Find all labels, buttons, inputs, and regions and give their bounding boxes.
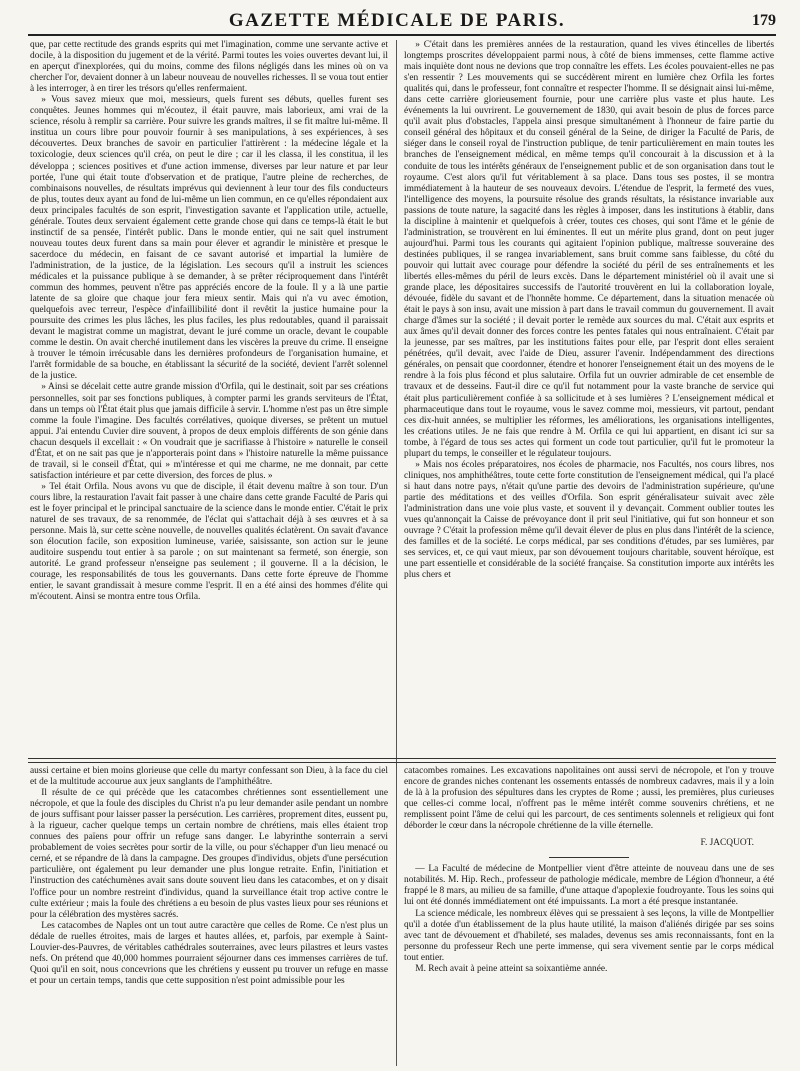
column-divider (396, 40, 397, 1066)
page-number: 179 (752, 12, 776, 29)
paragraph: » Ainsi se décelait cette autre grande mission d'Orfila, qui le destinait, soit par ses créations personnelles, soit par ses fonctions publiques, à compter parmi les grands serviteurs de l'État, dans un temps où l'État était plus que jamais difficile à servir. L'homme n'est pas un être simple comme la foule l'imagine. Des facultés corrélatives, quoique diverses, se prêtent un mutuel appui. J'ai entendu Cuvier dire souvent, à propos de deux emplois différents de son génie dans chacun desquels il excellait : « On voudrait que je sacrifiasse à l'histoire » naturelle le conseil d'État, et on ne sait pas que je n'apporterais point dans » l'histoire naturelle la même puissance de travail, si le conseil d'État, qui » m'intéresse et qui me charme, ne me donnait, par cette satisfaction intérieure et par cette diversion, des forces de plus. » (30, 382, 388, 481)
article-separator (549, 857, 629, 858)
paragraph: » Tel était Orfila. Nous avons vu que de disciple, il était devenu maître à son tour. D'un cours libre, la restauration l'avait fait passer à une chaire dans cette grande Faculté de Paris qui est le foyer principal et le principal sanctuaire de la science dans le monde entier. C'était le prix naturel de ses travaux, de sa renommée, de l'éclat qui s'attachait déjà à ses œuvres et à sa personne. Mais là, sur cette scène nouvelle, de nouvelles qualités éclatèrent. On savait d'avance son élocution facile, son exposition lumineuse, variée, saisissante, son action sur le jeune auditoire suspendu tout entier à sa parole ; on sut maintenant sa fermeté, son énergie, son autorité. Le grand professeur n'enseigne pas seulement ; il gouverne. Il a la décision, le courage, les responsabilités de tous les gouvernants. Dans cette forte épreuve de l'homme entier, le savant grandissait à mesure comme l'esprit. Il en a été ainsi des hommes d'élite qui m'écoutent. Ainsi se montra entre tous Orfila. (30, 481, 388, 603)
column-bottom-right (404, 766, 774, 1066)
news-item: M. Rech avait à peine atteint sa soixantième année. (415, 963, 608, 974)
news-item: — La Faculté de médecine de Montpellier vient d'être atteinte de nouveau dans une de ses notabilités. M. Hip. Rech., professeur de pathologie médicale, membre de Légion d'honneur, a été frappé le 8 mars, au milieu de sa famille, d'une attaque d'apoplexie foudroyante. Tous les soins qui lui ont été donnés immédiatement ont été impuissants. La mort a été presque instantanée. (404, 864, 774, 908)
paragraph: » C'était dans les premières années de la restauration, quand les vives étincelles de libertés longtemps proscrites développaient parmi nous, à côté de biens immenses, cette flamme active mais inquiète dont nous ne devions que trop connaître les effets. Les écoles pouvaient-elles ne pas s'en ressentir ? Les mouvements qui se succédèrent mirent en lumière chez Orfila les fortes qualités qui, dans le professeur, font connaître et respecter l'homme. Il se désignait ainsi lui-même, dans cette carrière glorieusement fournie, pour une carrière plus vaste et plus haute. Les événements la lui ouvrirent. Le gouvernement de 1830, qui avait besoin de plus de forces parce qu'il avait plus d'obstacles, l'appela ainsi presque simultanément à l'honneur de faire partie du conseil général des hôpitaux et du conseil général de la Seine, de diriger la Faculté de Paris, de siéger dans le conseil royal de l'instruction publique, de tenir particulièrement en main toutes les branches de l'enseignement médical, en même temps qu'il concourait à la discussion et à la conduite de tous les intérêts généraux de l'enseignement public et de son organisation dans tout le royaume. C'est alors qu'il fut véritablement à sa place. Dans tous ses postes, il se montra immédiatement à la hauteur de ses nouveaux devoirs. L'étendue de l'esprit, la fermeté des vues, l'intelligence des moyens, la poursuite résolue des grands résultats, la résistance invariable aux passions de toute nature, la sagacité dans les règles à imposer, dans les institutions à établir, dans la discipline à maintenir et quelquefois à créer, toutes ces choses, qui sont l'âme et le génie de l'administration, se trouvèrent en lui éminentes. Il eut un mérite plus grand, dont on peut juger aujourd'hui. Parmi tous les courants qui agitaient l'opinion publique, maîtresse souveraine des destinées publiques, il se rangea invariablement, sans bruit comme sans faiblesse, du côté du pouvoir qui luttait avec courage pour défendre la société du péril de ses entraînements et les libertés elles-mêmes du péril de leurs excès. Dans le département ministériel où il avait une si grande place, les dépositaires successifs de l'autorité trouvèrent en lui la collaboration loyale, dévouée, fidèle du savant et de l'honnête homme. Ce département, dans la situation menacée où était le pays à son insu, avait une mission à part dans le travail commun du gouvernement. Il avait charge d'âmes sur la société ; il devait porter le remède aux sources du mal. C'était aux esprits et aux âmes qu'il devait donner des forces contre les pentes fatales qui nous entraînaient. C'était par la jeunesse, par ses maîtres, par les institutions faites pour elle, par l'esprit dont elles seraient pénétrées, qu'il devait, avec l'aide de Dieu, assurer l'avenir. Indépendamment des directions générales, on pensait que coordonner, étendre et honorer l'enseignement était un des moyens de le rendre à la fois plus fécond et plus salutaire. Orfila fut un ouvrier admirable de cet ensemble de travaux et de desseins. Faut-il dire ce qu'il fut notamment pour la vaste branche de service qui était plus particulièrement confiée à sa sollicitude et à ses lumières ? L'enseignement médical et pharmaceutique dans tout le royaume, vous le savez comme moi, messieurs, vit partout, pendant ces dix-huit années, se multiplier les réformes, les améliorations, les organisations intelligentes, les créations utiles. Je ne fais que rendre à M. Orfila ce qui lui appartient, en disant ici sur sa tombe, à l'égard de tous ses actes qui forment un code tout particulier, qu'il fut le promoteur la plupart du temps, le conseiller et le régulateur toujours. (404, 40, 774, 459)
paragraph: catacombes romaines. Les excavations napolitaines ont aussi servi de nécropole, et l'on y trouve encore de grandes niches contenant les ossements entassés de nombreux cadavres, mais il y a loin de là à la profusion des sépultures dans les cryptes de Rome ; aussi, les premières, plus curieuses que celles-ci comme local, n'offrent pas le même intérêt comme souvenirs chrétiens, et ne remplissent point l'âme de celui qui les parcourt, de ces sentiments solennels et religieux qui font déborder le cœur dans la nécropole chrétienne de la ville éternelle. (404, 766, 774, 832)
paragraph: aussi certaine et bien moins glorieuse que celle du martyr confessant son Dieu, à la face du ciel et de la multitude accourue aux jeux sanglants de l'amphithéâtre. (30, 766, 388, 788)
news-item: La science médicale, les nombreux élèves qui se pressaient à ses leçons, la ville de Montpellier qu'il a dotée d'un établissement de la plus haute utilité, la maison d'aliénés dirigée par ses soins avec tant de dévouement et d'habileté, ses malades, devenus ses amis reconnaissants, font en la personne du professeur Rech une perte immense, qui sera vivement sentie par le corps médical tout entier. (404, 908, 774, 963)
column-top-left (30, 40, 388, 750)
author-signature: F. JACQUOT. (700, 838, 754, 849)
column-top-right (404, 40, 774, 756)
journal-title: GAZETTE MÉDICALE DE PARIS. (228, 10, 566, 31)
paragraph: » Vous savez mieux que moi, messieurs, quels furent ses débuts, quelles furent ses conquêtes. Jeunes hommes qui m'écoutez, il était pauvre, mais laborieux, ami vrai de la science, résolu à remplir sa carrière. Pour suivre les grands maîtres, il se fit maître lui-même. Il institua un cours libre pour pouvoir fournir à ses manipulations, à ses expériences, à ses découvertes. Deux branches de savoir en particulier l'attirèrent : la médecine légale et la toxicologie, deux sciences qu'il créa, on peut le dire ; car il les classa, il les constitua, il les développa ; sciences positives et d'une action immense, diverses par leur nature et par leur portée, l'une qui était toute d'observation et de pratique, l'autre pleine de recherches, de combinaisons nouvelles, de résultats imprévus qui deviennent à leur tour des fils conducteurs de plus, toutes deux ayant au fond de lui-même un lien commun, en ce qu'elles répondaient aux deux principales facultés de son esprit, l'investigation savante et l'application utile, actuelle, générale. Toutes deux servaient également cette grande chose qui dans ce temps-là était le but instinctif de sa pensée, l'intérêt public. Dans le monde entier, qui ne sait quel instrument nouveau toutes deux furent dans sa main pour élever et agrandir le ministère et presque le sacerdoce du médecin, en faisant de ce savant autorisé et impartial la lumière de l'administration, de la justice, de la législation. Les secours qu'il a instruit les sciences médicales et la puissance publique à se demander, à se prêter réciproquement dans l'intérêt commun des hommes, peuvent n'être pas appréciés encore de la foule. Il y a là une partie latente de sa gloire que chaque jour fera mieux sentir. Mais qui n'a vu avec émotion, quelquefois avec terreur, l'espèce d'infaillibilité dont il revêtit la justice humaine pour la poursuite des crimes les plus lâches, les plus faciles, les plus redoutables, quand il paraissait devant le magistrat comme un magistrat, devant le juré comme un oracle, devant le coupable comme le destin. On avait cherché inutilement dans les viscères la preuve du crime. Il enseigne à trouver le témoin irrécusable dans les dernières profondeurs de l'organisation humaine, et l'arrêt formidable de sa bouche, en établissant la sécurité de la société, devient l'arrêt solennel de la justice. (30, 95, 388, 382)
column-bottom-left (30, 766, 388, 1066)
paragraph: » Mais nos écoles préparatoires, nos écoles de pharmacie, nos Facultés, nos cours libres, nos cliniques, nos amphithéâtres, toute cette forte constitution de l'enseignement médical, qui l'a placé si haut dans notre pays, n'était qu'une partie des devoirs de l'administration supérieure, qu'une partie des méditations et des veilles d'Orfila. Son esprit généralisateur suivait avec zèle l'administration dans une voie plus vaste, et souvent il y devançait. Comment oublier toutes les vues qu'annonçait la Caisse de prévoyance dont il prit seul l'initiative, qui fut son honneur et son ouvrage ? C'était la profession même qu'il devait élever de plus en plus dans l'intérêt de la science, des familles et de la société. Le corps médical, par ses conditions d'études, par ses lumières, par ses services, et, ce qui vaut mieux, par son dévouement toujours charitable, souvent héroïque, est une part essentielle et considérable de la société française. Sa constitution importe aux intérêts les plus chers et (404, 459, 774, 581)
page-header (28, 8, 776, 36)
paragraph: que, par cette rectitude des grands esprits qui met l'imagination, comme une servante active et docile, à la disposition du jugement et de la vérité. Parmi toutes les voies ouvertes devant lui, il en aperçut d'inexplorées, qui du moins, comme des filons négligés dans les mines où on va chercher l'or, devaient donner à un labeur nouveau de nouvelles richesses. Il se voua tout entier à les interroger, à en tirer les trésors qu'elles renfermaient. (30, 40, 388, 95)
paragraph: Il résulte de ce qui précède que les catacombes chrétiennes sont essentiellement une nécropole, et que la foule des disciples du Christ n'a pu leur demander asile pendant un nombre de jours suffisant pour laisser passer la persécution. Les carrières, proprement dites, eussent pu, à la rigueur, cacher quelque temps un certain nombre de chrétiens, mais elles étaient trop connues des païens pour offrir un refuge sans danger. Le labyrinthe sonterrain a servi probablement de voies secrètes pour sortir de la ville, ou pour s'échapper d'un lieu menacé ou cerné, et se répandre de là dans la campagne. Des groupes d'individus, objets d'une persécution particulière, ont également pu leur demander une plus longue retraite. Enfin, l'initiation et l'instruction des catéchumènes avait sans doute souvent lieu dans les catacombes, et on y disait l'office pour un nombre restreint d'individus, quand la surveillance était trop active contre le culte extérieur ; mais la foule des chrétiens a eu besoin de plus vastes lieux pour ses réunions et pour la célébration des mystères sacrés. (30, 788, 388, 920)
section-divider (28, 758, 776, 763)
paragraph: Les catacombes de Naples ont un tout autre caractère que celles de Rome. Ce n'est plus un dédale de ruelles étroites, mais de larges et hautes allées, et, parfois, par exemple à Saint-Louvier-des-Pauvres, de véritables cathédrales souterraines, avec leurs pilastres et leurs vastes nefs. On prétend que 40,000 hommes pourraient séjourner dans ces immenses carrières de tuf. Quoi qu'il en soit, nous concevrions que les chrétiens y eussent pu trouver un refuge en masse et pour un certain temps, tandis que cette supposition n'est point admissible pour les (30, 920, 388, 986)
